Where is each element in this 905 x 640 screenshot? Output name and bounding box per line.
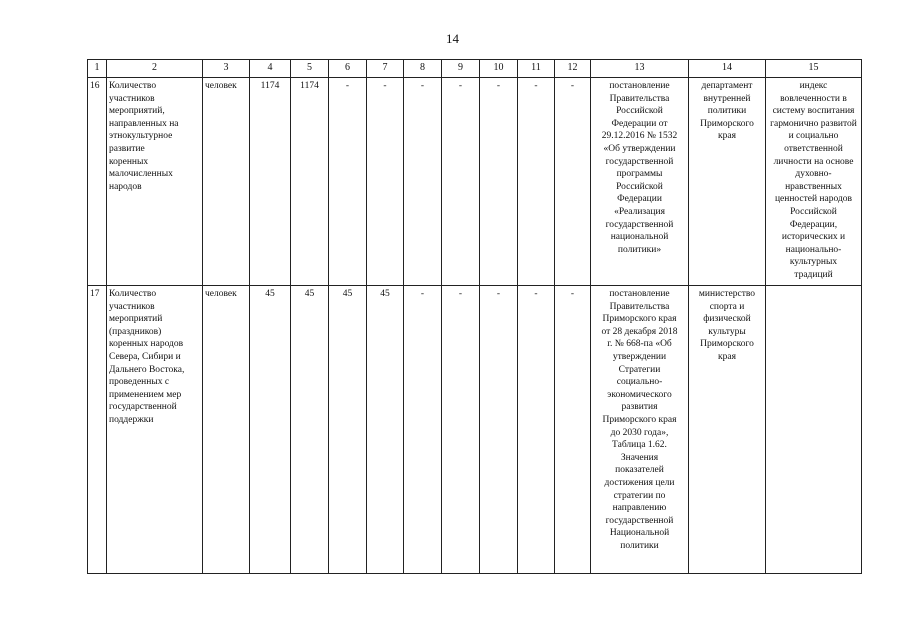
value-cell: - xyxy=(518,286,555,574)
col-header: 3 xyxy=(203,60,250,78)
indicator-name: Количество участников мероприятий (праздников) коренных народов Севера, Сибири и Дальнего Востока, проведенных с применением мер государственной поддержки xyxy=(107,286,203,574)
source-cell: постановление Правительства Приморского края от 28 декабря 2018 г. № 668-па «Об утверждении Стратегии социально- экономического развития Приморского края до 2030 года», Таблица 1.62. Значения показателей достижения цели стратегии по направлению государственной Национальной политики xyxy=(591,286,689,574)
value-cell: - xyxy=(442,78,480,286)
value-cell: 45 xyxy=(329,286,367,574)
data-table xyxy=(87,59,862,574)
col-header: 12 xyxy=(555,60,591,78)
value-cell: - xyxy=(329,78,367,286)
table-row xyxy=(88,286,862,574)
unit-cell: человек xyxy=(203,78,250,286)
indicator-cell xyxy=(766,286,862,574)
value-cell: - xyxy=(518,78,555,286)
col-header: 13 xyxy=(591,60,689,78)
value-cell: - xyxy=(480,286,518,574)
value-cell: 45 xyxy=(367,286,404,574)
page-number: 14 xyxy=(446,31,459,46)
col-header: 9 xyxy=(442,60,480,78)
value-cell: - xyxy=(404,286,442,574)
col-header: 14 xyxy=(689,60,766,78)
unit-cell: человек xyxy=(203,286,250,574)
responsible-cell: департамент внутренней политики Приморского края xyxy=(689,78,766,286)
value-cell: 1174 xyxy=(250,78,291,286)
col-header: 1 xyxy=(88,60,107,78)
col-header: 5 xyxy=(291,60,329,78)
value-cell: - xyxy=(555,286,591,574)
row-number: 16 xyxy=(88,78,107,286)
row-number: 17 xyxy=(88,286,107,574)
col-header: 7 xyxy=(367,60,404,78)
value-cell: - xyxy=(480,78,518,286)
source-cell: постановление Правительства Российской Федерации от 29.12.2016 № 1532 «Об утверждении государственной программы Российской Федерации «Реализация государственной национальной политики» xyxy=(591,78,689,286)
col-header: 11 xyxy=(518,60,555,78)
indicator-cell: индекс вовлеченности в систему воспитания гармонично развитой и социально ответственной личности на основе духовно- нравственных ценностей народов Российской Федерации, исторических и национально- культурных традиций xyxy=(766,78,862,286)
col-header: 6 xyxy=(329,60,367,78)
value-cell: - xyxy=(367,78,404,286)
value-cell: 45 xyxy=(291,286,329,574)
col-header: 10 xyxy=(480,60,518,78)
value-cell: - xyxy=(404,78,442,286)
responsible-cell: министерство спорта и физической культуры Приморского края xyxy=(689,286,766,574)
header-row xyxy=(88,60,862,78)
indicator-name: Количество участников мероприятий, направленных на этнокультурное развитие коренных малочисленных народов xyxy=(107,78,203,286)
value-cell: - xyxy=(555,78,591,286)
col-header: 2 xyxy=(107,60,203,78)
value-cell: 45 xyxy=(250,286,291,574)
table-row xyxy=(88,78,862,286)
col-header: 8 xyxy=(404,60,442,78)
col-header: 15 xyxy=(766,60,862,78)
value-cell: - xyxy=(442,286,480,574)
value-cell: 1174 xyxy=(291,78,329,286)
col-header: 4 xyxy=(250,60,291,78)
